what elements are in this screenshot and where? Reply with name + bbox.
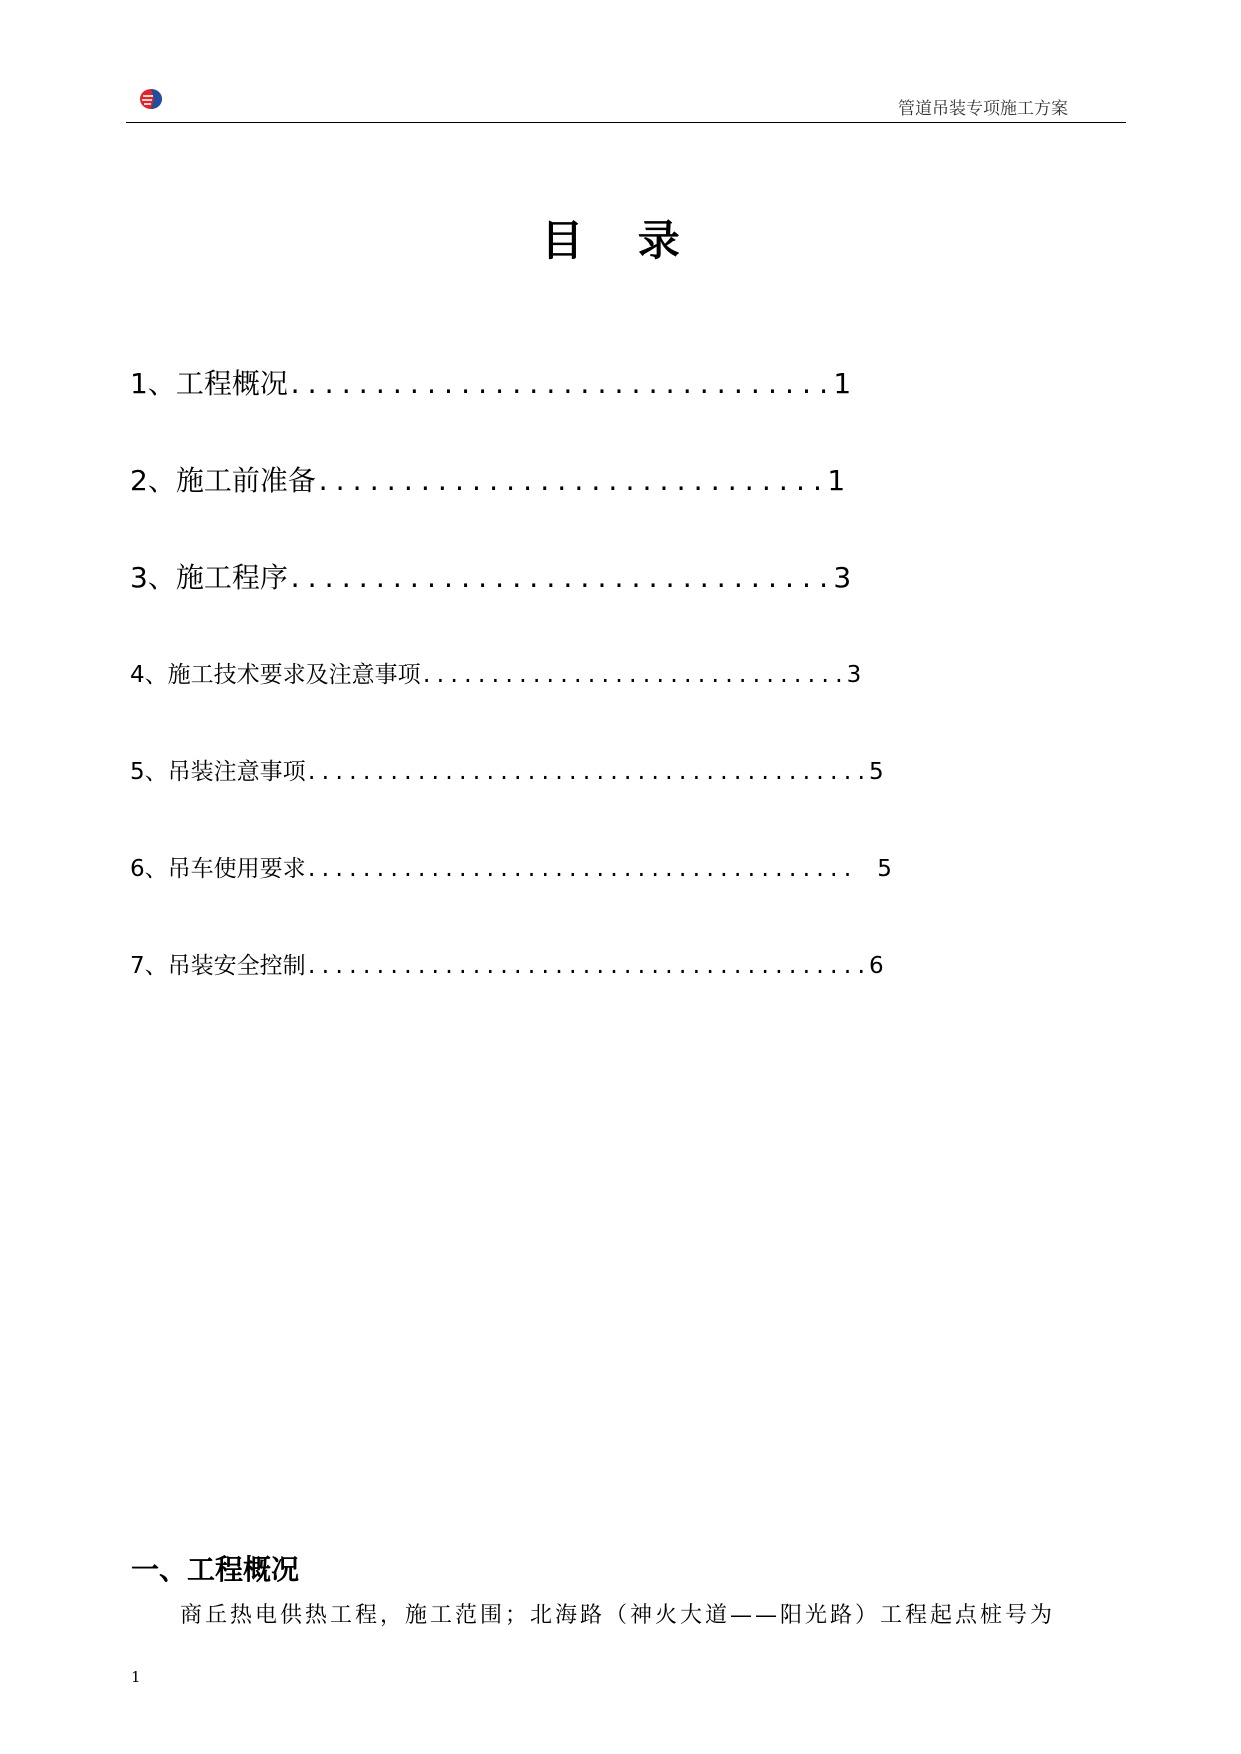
toc-entry-4[interactable] xyxy=(130,656,861,689)
toc-page-number: 5 xyxy=(869,759,884,785)
toc-leader-dots: ......................................... xyxy=(305,760,870,784)
toc-leader-dots: ......................................... xyxy=(305,954,870,978)
toc-entry-label: 2、施工前准备 xyxy=(130,464,316,497)
header-title: 管道吊装专项施工方案 xyxy=(898,99,1068,119)
toc-entry-label: 5、吊装注意事项 xyxy=(130,759,306,785)
toc-page-number: 3 xyxy=(846,662,862,688)
toc-entry-label: 4、施工技术要求及注意事项 xyxy=(130,662,421,688)
toc-page-number: 6 xyxy=(869,953,884,979)
toc-entry-label: 6、吊车使用要求 xyxy=(130,856,306,882)
toc-leader-dots: ............................... xyxy=(420,663,847,687)
toc-leader-dots: ................................ xyxy=(287,371,834,399)
toc-entry-label: 1、工程概况 xyxy=(130,367,288,400)
toc-entry-label: 3、施工程序 xyxy=(130,561,288,594)
company-logo-icon xyxy=(138,88,164,110)
toc-title: 目 录 xyxy=(541,216,700,265)
toc-entry-3[interactable] xyxy=(130,556,851,596)
toc-page-number: 5 xyxy=(877,856,892,882)
page-header xyxy=(126,86,1126,123)
toc-leader-dots: ................................ xyxy=(287,565,834,593)
body-paragraph: 商丘热电供热工程，施工范围；北海路（神火大道——阳光路）工程起点桩号为 xyxy=(180,1603,1056,1628)
footer-page-number: 1 xyxy=(131,1668,141,1686)
toc-page-number: 1 xyxy=(833,367,852,400)
section-heading: 一、工程概况 xyxy=(131,1553,300,1586)
toc-leader-dots: ........................................ xyxy=(305,857,856,881)
toc-entry-1[interactable] xyxy=(130,362,851,402)
toc-leader-dots: .............................. xyxy=(315,468,828,496)
toc-page-number: 3 xyxy=(833,561,852,594)
toc-entry-7[interactable] xyxy=(130,947,884,980)
toc-entry-label: 7、吊装安全控制 xyxy=(130,953,306,979)
toc-entry-6[interactable] xyxy=(130,850,892,883)
toc-entry-5[interactable] xyxy=(130,753,884,786)
toc-entry-2[interactable] xyxy=(130,459,845,499)
toc-page-number: 1 xyxy=(827,464,846,497)
